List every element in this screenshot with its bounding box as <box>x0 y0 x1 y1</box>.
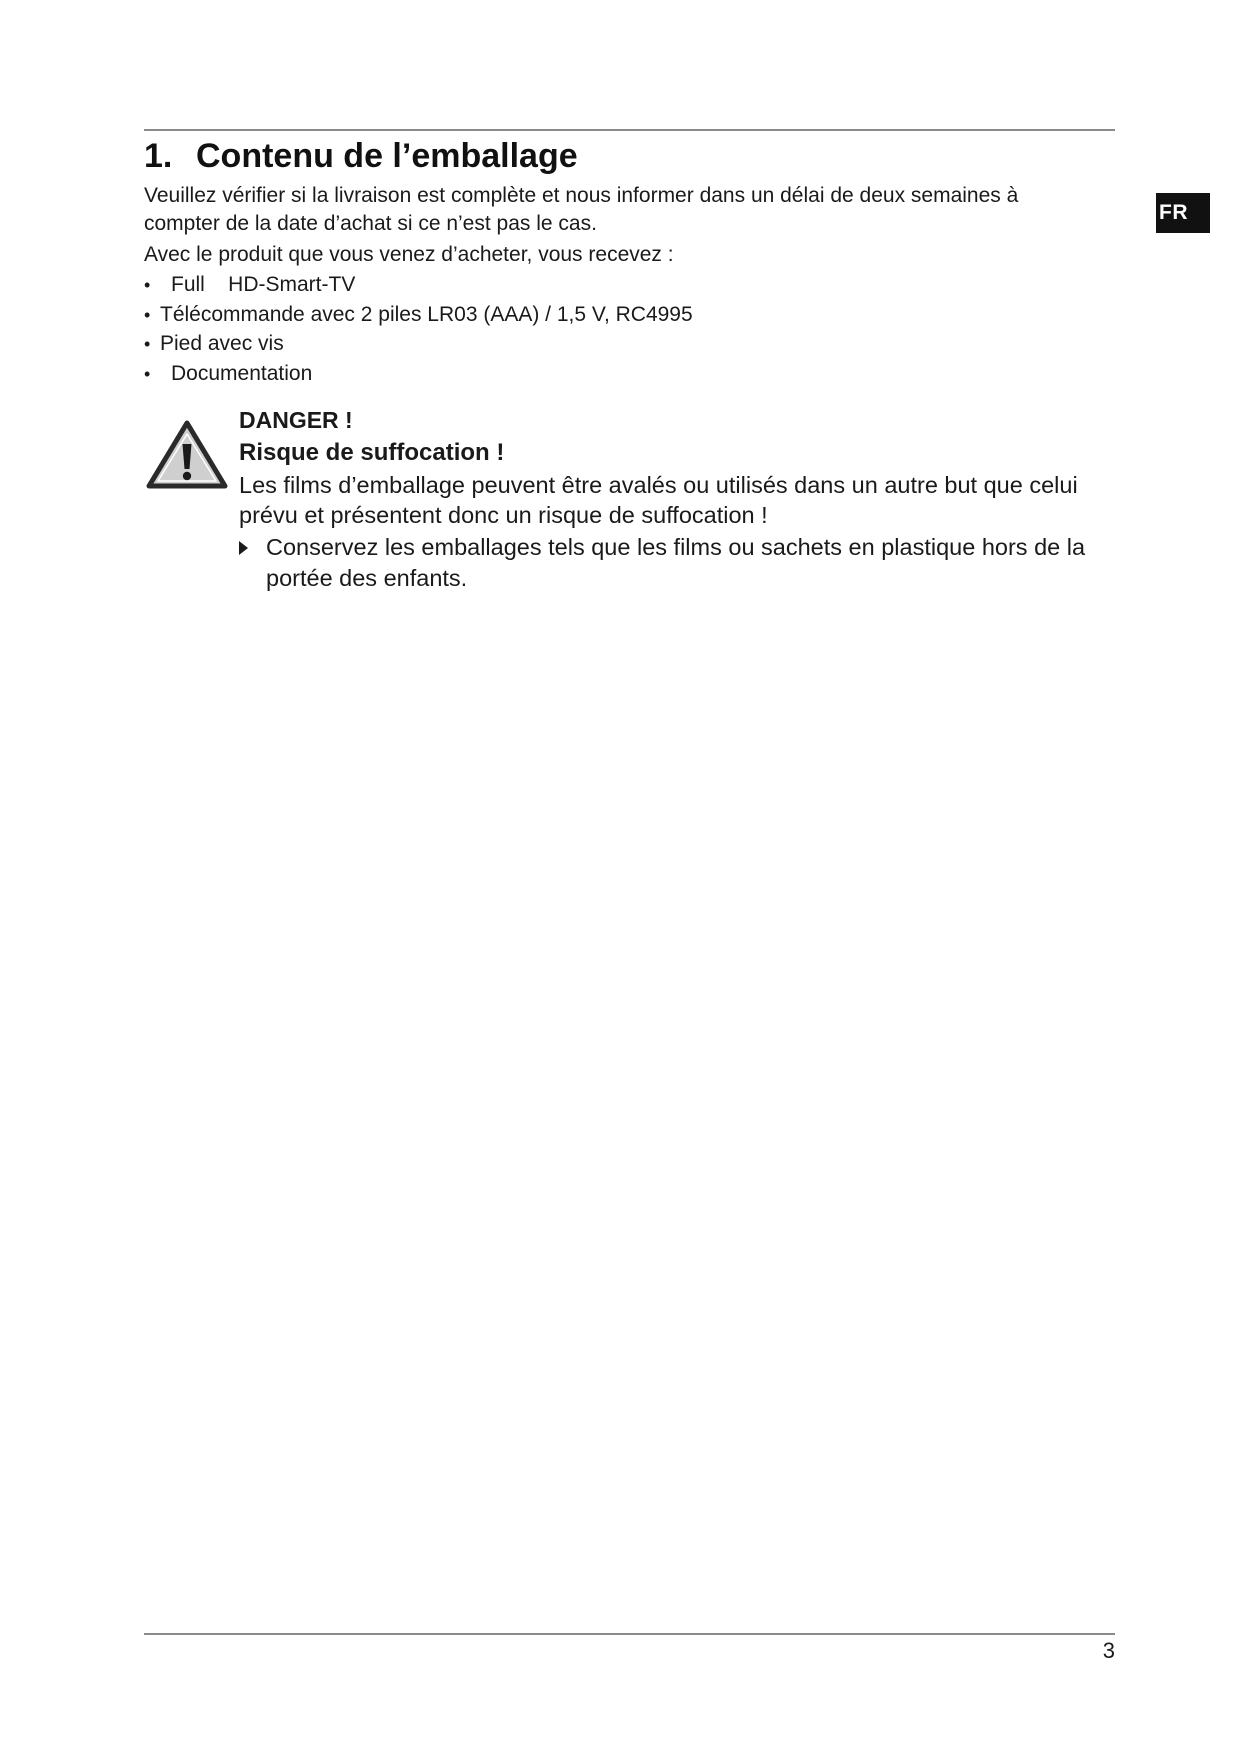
intro-paragraph: Veuillez vérifier si la livraison est complète et nous informer dans un délai de deux semaines à compter de la date d’achat si ce n’est pas le cas. <box>144 184 1019 235</box>
bullet: • <box>144 334 151 354</box>
section-number: 1. <box>144 137 173 175</box>
bullet: • <box>144 304 151 325</box>
arrow-right-icon <box>239 541 248 555</box>
footer-rule <box>144 1633 1115 1635</box>
bullet: • <box>144 363 151 384</box>
danger-subtitle: Risque de suffocation ! <box>239 439 505 466</box>
list-item-text: Pied avec vis <box>160 332 284 355</box>
list-item-text: Documentation <box>171 361 313 385</box>
package-contents-list <box>144 270 693 388</box>
list-item <box>144 359 693 389</box>
page-number: 3 <box>1102 1638 1115 1663</box>
danger-notice <box>239 404 1119 594</box>
bullet: • <box>144 275 151 295</box>
danger-title: DANGER ! <box>239 407 353 433</box>
list-item <box>144 270 693 300</box>
danger-instruction <box>239 532 1126 594</box>
list-item <box>144 300 693 330</box>
list-item-text: Full HD-Smart-TV <box>171 273 356 296</box>
section-heading <box>144 135 578 177</box>
header-rule <box>144 129 1115 131</box>
danger-description: Les films d’emballage peuvent être avalés ou utilisés dans un autre but que celui prévu et présentent donc un risque de suffocation ! <box>239 472 1078 528</box>
receive-paragraph: Avec le produit que vous venez d’acheter, vous recevez : <box>144 243 674 266</box>
danger-instruction-text: Conservez les emballages tels que les films ou sachets en plastique hors de la portée des enfants. <box>266 534 1086 591</box>
list-item-text: Télécommande avec 2 piles LR03 (AAA) / 1,5 V, RC4995 <box>160 302 693 326</box>
language-tab: FR <box>1156 193 1210 233</box>
list-item <box>144 329 693 359</box>
section-title: Contenu de l’emballage <box>196 137 578 175</box>
warning-triangle-icon <box>146 420 228 490</box>
